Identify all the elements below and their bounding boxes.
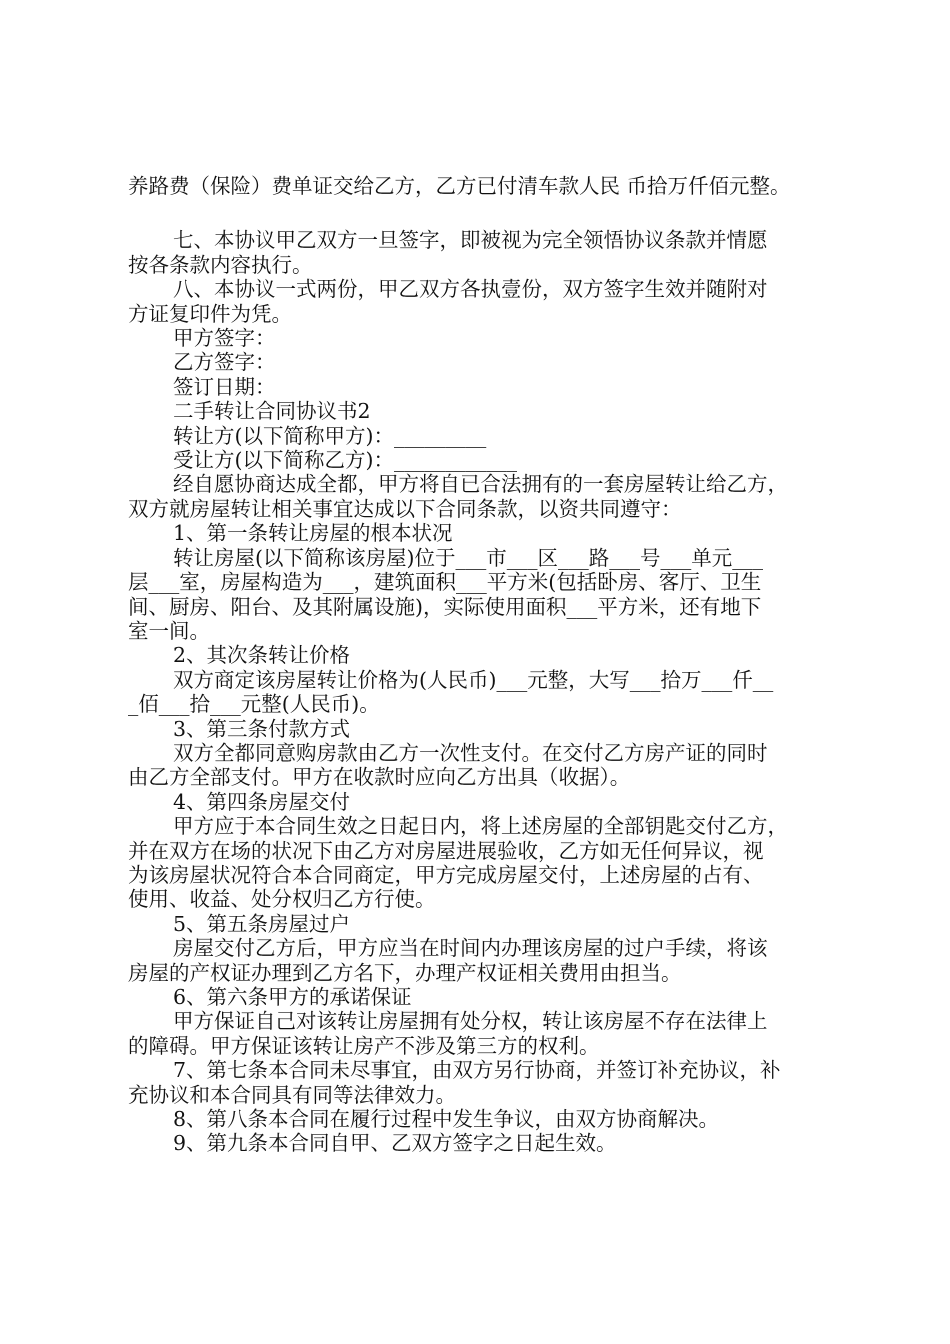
text-line: 按各条款内容执行。 — [128, 252, 313, 277]
signature-line-party-a: 甲方签字： — [173, 326, 276, 351]
text-line: 的障碍。甲方保证该转让房产不涉及第三方的权利。 — [128, 1033, 600, 1058]
text-line: 甲方保证自己对该转让房屋拥有处分权，转让该房屋不存在法律上 — [173, 1009, 768, 1034]
text-line: 并在双方在场的状况下由乙方对房屋进展验收，乙方如无任何异议，视 — [128, 838, 764, 863]
contract-title: 二手转让合同协议书2 — [173, 399, 371, 424]
text-line: 经自愿协商达成全都，甲方将自已合法拥有的一套房屋转让给乙方， — [173, 472, 788, 497]
text-line: 七、本协议甲乙双方一旦签字，即被视为完全领悟协议条款并情愿 — [173, 228, 768, 253]
section-heading: 3、第三条付款方式 — [173, 716, 351, 741]
text-line: 双方商定该房屋转让价格为(人民币)___元整，大写___拾万___仟__ — [173, 667, 774, 692]
section-heading: 7、第七条本合同未尽事宜，由双方另行协商，并签订补充协议，补 — [173, 1058, 781, 1083]
section-heading: 6、第六条甲方的承诺保证 — [173, 985, 412, 1009]
text-line: 为该房屋状况符合本合同商定，甲方完成房屋交付，上述房屋的占有、 — [128, 862, 764, 887]
section-heading: 9、第九条本合同自甲、乙双方签字之日起生效。 — [173, 1131, 617, 1156]
contract-body — [128, 174, 840, 1156]
transferee-line: 受让方(以下简称乙方)：____________ — [173, 448, 517, 473]
text-line: 由乙方全部支付。甲方在收款时应向乙方出具（收据）。 — [128, 765, 631, 790]
text-line: 双方就房屋转让相关事宜达成以下合同条款，以资共同遵守： — [128, 496, 682, 521]
section-heading: 4、第四条房屋交付 — [173, 789, 351, 814]
text-line: 双方全都同意购房款由乙方一次性支付。在交付乙方房产证的同时 — [173, 740, 768, 765]
text-line: 八、本协议一式两份，甲乙双方各执壹份，双方签字生效并随附对 — [173, 277, 768, 302]
transferor-line: 转让方(以下简称甲方)：_________ — [173, 423, 487, 448]
text-line: 层___室，房屋构造为___，建筑面积___平方米(包括卧房、客厅、卫生 — [128, 570, 762, 595]
text-line: 房屋交付乙方后，甲方应当在时间内办理该房屋的过户手续，将该 — [173, 936, 768, 961]
text-line: 充协议和本合同具有同等法律效力。 — [128, 1082, 456, 1107]
text-line: 甲方应于本合同生效之日起日内，将上述房屋的全部钥匙交付乙方， — [173, 814, 788, 839]
text-line: 房屋的产权证办理到乙方名下，办理产权证相关费用由担当。 — [128, 960, 682, 985]
text-line: 转让房屋(以下简称该房屋)位于___市___区___路___号___单元___ — [173, 545, 763, 570]
text-line: 养路费（保险）费单证交给乙方，乙方已付清车款人民 币拾万仟佰元整。 — [128, 174, 791, 198]
section-heading: 1、第一条转让房屋的根本状况 — [173, 521, 453, 546]
text-line: 方证复印件为凭。 — [128, 301, 292, 326]
section-heading: 5、第五条房屋过户 — [173, 911, 351, 936]
signature-line-party-b: 乙方签字： — [173, 350, 276, 375]
text-line: 使用、收益、处分权归乙方行使。 — [128, 887, 436, 912]
section-heading: 2、其次条转让价格 — [173, 643, 351, 668]
text-line: 室一间。 — [128, 618, 210, 643]
text-line: 间、厨房、阳台、及其附属设施)，实际使用面积___平方米，还有地下 — [128, 594, 762, 619]
text-line: _佰___拾___元整(人民币)。 — [128, 692, 380, 717]
signing-date-line: 签订日期： — [173, 374, 276, 399]
section-heading: 8、第八条本合同在履行过程中发生争议，由双方协商解决。 — [173, 1107, 720, 1132]
paragraph-gap — [128, 198, 840, 228]
